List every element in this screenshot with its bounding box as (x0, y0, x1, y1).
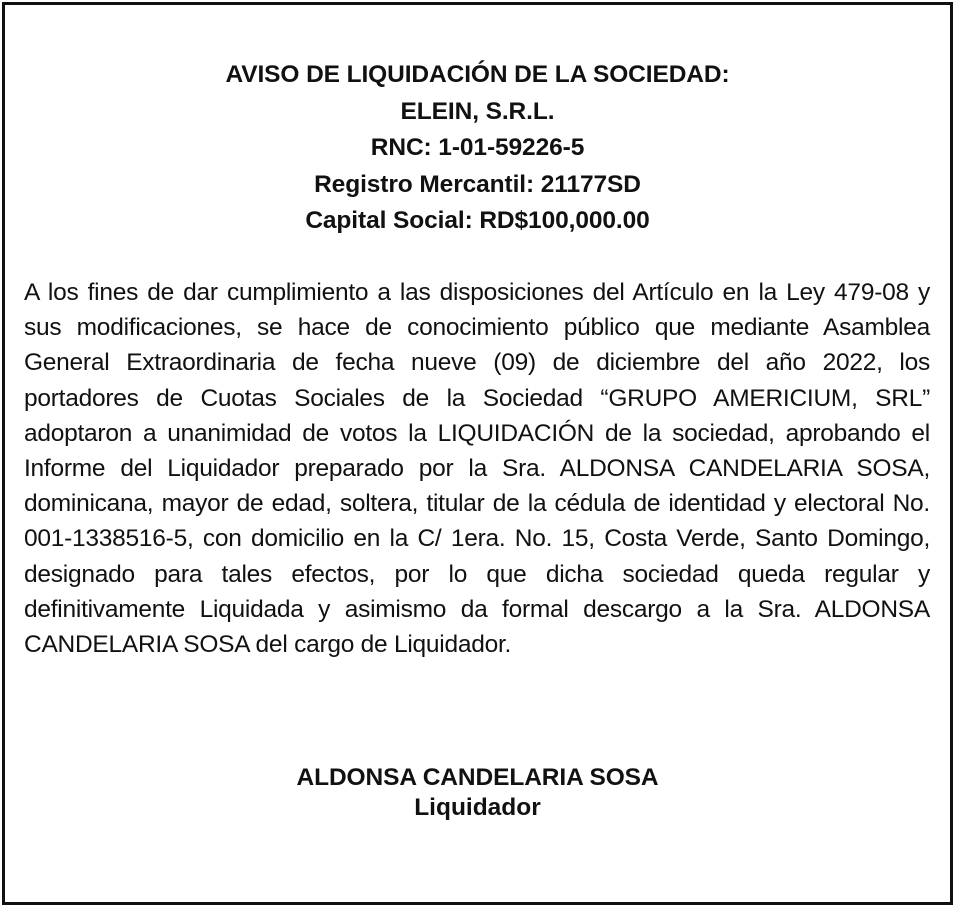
signatory-role: Liquidador (414, 794, 541, 821)
social-capital: Capital Social: RD$100,000.00 (305, 207, 650, 234)
notice-frame (2, 2, 953, 905)
company-name: ELEIN, S.R.L. (400, 97, 555, 125)
notice-body: A los fines de dar cumplimiento a las disposiciones del Artículo en la Ley 479-08 y sus modificaciones, se hace de conocimiento público que mediante Asamblea General Extraordinaria de fecha nueve (09) de diciembre del año 2022, los portadores de Cuotas Sociales de la Sociedad “GRUPO AMERICIUM, SRL” adoptaron a unanimidad de votos la LIQUIDACIÓN de la sociedad, aprobando el Informe del Liquidador preparado por la Sra. ALDONSA CANDELARIA SOSA, dominicana, mayor de edad, soltera, titular de la cédula de identidad y electoral No. 001-1338516-5, con domicilio en la C/ 1era. No. 15, Costa Verde, Santo Domingo, designado para tales efectos, por lo que dicha sociedad queda regular y definitivamente Liquidada y asimismo da formal descargo a la Sra. ALDONSA CANDELARIA SOSA del cargo de Liquidador. (24, 279, 930, 659)
mercantile-registry: Registro Mercantil: 21177SD (314, 170, 641, 198)
notice-title: AVISO DE LIQUIDACIÓN DE LA SOCIEDAD: (225, 61, 730, 88)
company-rnc: RNC: 1-01-59226-5 (370, 134, 585, 161)
signatory-name: ALDONSA CANDELARIA SOSA (296, 764, 659, 791)
notice-header (5, 57, 950, 240)
signature-block (5, 763, 950, 822)
